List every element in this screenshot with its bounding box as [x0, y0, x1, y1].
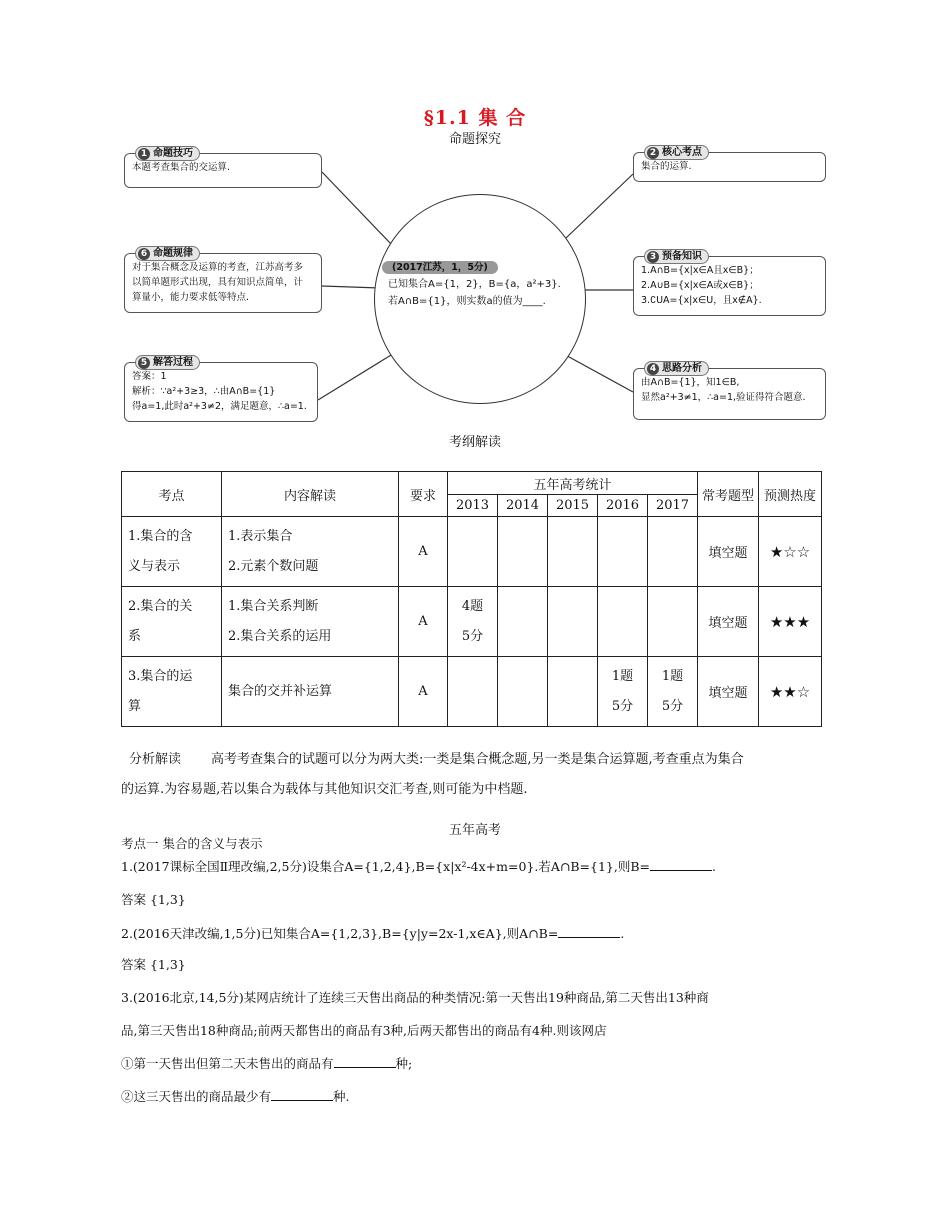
analysis-label: 分析解读	[129, 752, 182, 767]
mindmap-box-approach	[633, 363, 826, 420]
connector-line	[318, 352, 396, 400]
syllabus-table	[121, 471, 822, 727]
answer-blank	[558, 925, 620, 938]
cell-type: 填空题	[698, 587, 759, 657]
number-badge: 3	[647, 251, 659, 263]
cell-text: 2.集合的关	[128, 598, 193, 614]
box-line: 答案：1	[132, 371, 167, 382]
question-text: ①第一天售出但第二天未售出的商品有	[121, 1056, 334, 1071]
box-line: 1.A∩B={x|x∈A且x∈B}；	[641, 265, 759, 276]
cell-req: A	[399, 517, 448, 587]
question-text: 种;	[395, 1056, 413, 1071]
mindmap-box-pattern	[124, 248, 322, 313]
analysis-line	[129, 745, 829, 775]
cell-year	[598, 587, 648, 657]
analysis-paragraph	[121, 745, 829, 805]
mindmap-box-skill	[124, 148, 322, 188]
box-line: 以简单题形式出现，具有知识点简单，计	[132, 277, 304, 288]
analysis-text: 高考考查集合的试题可以分为两大类:一类是集合概念题,另一类是集合运算题,考查重点为集合	[211, 752, 744, 767]
cell-year	[448, 517, 498, 587]
cell-point	[122, 517, 222, 587]
cell-heat: ★☆☆	[759, 517, 822, 587]
cell-year	[448, 657, 498, 727]
year-cell: 2013	[448, 495, 498, 517]
cell-text: 2.集合关系的运用	[228, 628, 332, 644]
center-line: 若A∩B={1}，则实数a的值为____.	[388, 296, 546, 307]
question-text: .	[620, 926, 625, 941]
cell-year	[498, 657, 548, 727]
cell-text: 4题	[461, 598, 484, 614]
cell-req: A	[399, 657, 448, 727]
box-tag-label: 命题技巧	[153, 148, 193, 159]
cell-point	[122, 657, 222, 727]
page-subtitle: 命题探究	[448, 132, 501, 147]
analysis-line: 的运算.为容易题,若以集合为载体与其他知识交汇考查,则可能为中档题.	[121, 782, 528, 797]
question-text: ②这三天售出的商品最少有	[121, 1089, 272, 1104]
number-badge: 5	[138, 357, 150, 369]
year-cell: 2014	[498, 495, 548, 517]
year-cell: 2016	[598, 495, 648, 517]
cell-text: 2.元素个数问题	[228, 558, 319, 574]
center-source-tag: (2017江苏，1，5分)	[382, 261, 498, 274]
box-tag-label: 命题规律	[153, 248, 193, 259]
connector-line	[322, 172, 392, 245]
year-cell: 2017	[648, 495, 698, 517]
cell-text: 5分	[661, 698, 684, 714]
question-1	[121, 856, 841, 878]
box-tag	[644, 249, 709, 264]
box-tag-label: 预备知识	[662, 251, 702, 262]
number-badge: 1	[138, 148, 150, 160]
answer-blank	[650, 858, 712, 871]
cell-text: 1.集合关系判断	[228, 598, 319, 614]
topic-heading: 考点一 集合的含义与表示	[121, 836, 263, 851]
header-stats: 五年高考统计	[448, 472, 698, 495]
table-row	[122, 587, 822, 657]
cell-heat: ★★★	[759, 587, 822, 657]
connector-line	[322, 286, 380, 288]
box-line: 本题考查集合的交运算.	[132, 162, 231, 173]
number-badge: 2	[647, 147, 659, 159]
cell-year	[548, 517, 598, 587]
box-line: 显然a²+3≠1，∴a=1,验证得符合题意.	[641, 392, 806, 403]
center-question	[388, 276, 561, 310]
mindmap-box-core	[633, 147, 826, 182]
cell-content	[222, 657, 399, 727]
question-text: 3.(2016北京,14,5分)某网店统计了连续三天售出商品的种类情况:第一天售出19种商品,第二天售出13种商	[121, 990, 709, 1005]
header-type: 常考题型	[698, 472, 759, 517]
cell-point	[122, 587, 222, 657]
box-line: 由A∩B={1}，知1∈B,	[641, 377, 740, 388]
cell-text: 1.集合的含	[128, 528, 193, 544]
cell-year	[548, 587, 598, 657]
cell-text: 1.表示集合	[228, 528, 293, 544]
table-header-row	[122, 472, 822, 495]
box-tag-label: 解答过程	[153, 357, 193, 368]
box-tag	[135, 355, 200, 370]
box-line: 2.A∪B={x|x∈A或x∈B}；	[641, 280, 759, 291]
cell-text: 1题	[661, 668, 684, 684]
number-badge: 4	[647, 363, 659, 375]
box-tag-label: 核心考点	[662, 147, 702, 158]
box-line: 集合的运算.	[641, 161, 692, 172]
cell-year	[648, 587, 698, 657]
cell-year	[498, 587, 548, 657]
header-content: 内容解读	[222, 472, 399, 517]
cell-year	[598, 657, 648, 727]
question-text: 种.	[333, 1089, 350, 1104]
cell-text: 5分	[611, 698, 634, 714]
cell-heat: ★★☆	[759, 657, 822, 727]
cell-text: 1题	[611, 668, 634, 684]
question-text: 品,第三天售出18种商品;前两天都售出的商品有3种,后两天都售出的商品有4种.则该网店	[121, 1023, 607, 1038]
cell-year	[448, 587, 498, 657]
year-cell: 2015	[548, 495, 598, 517]
box-tag-label: 思路分析	[662, 363, 702, 374]
cell-type: 填空题	[698, 517, 759, 587]
box-line: 3.∁UA={x|x∈U，且x∉A}.	[641, 295, 762, 306]
box-tag	[135, 246, 200, 261]
cell-text: 系	[128, 628, 142, 644]
box-tag	[644, 361, 709, 376]
box-line: 解析：∵a²+3≥3，∴由A∩B={1}	[132, 386, 276, 397]
box-line: 对于集合概念及运算的考查，江苏高考多	[132, 262, 304, 273]
header-heat: 预测热度	[759, 472, 822, 517]
answer-1: 答案 {1,3}	[121, 892, 186, 907]
header-point: 考点	[122, 472, 222, 517]
question-2	[121, 919, 841, 949]
cell-text: 集合的交并补运算	[228, 683, 333, 699]
mindmap-box-prereq	[633, 251, 826, 316]
connector-line	[566, 174, 633, 238]
table-row	[122, 657, 822, 727]
box-tag	[644, 145, 709, 160]
cell-year	[598, 517, 648, 587]
question-text: 2.(2016天津改编,1,5分)已知集合A={1,2,3},B={y|y=2x-1,x∈A},则A∩B=	[121, 926, 559, 941]
cell-text: 3.集合的运	[128, 668, 193, 684]
box-tag	[135, 146, 200, 161]
cell-year	[648, 657, 698, 727]
answer-blank	[334, 1055, 396, 1068]
exams-heading: 五年高考	[448, 823, 501, 838]
connector-line	[560, 352, 633, 392]
cell-text: 义与表示	[128, 558, 181, 574]
box-line: 得a=1,此时a²+3≠2，满足题意，∴a=1.	[132, 401, 307, 412]
cell-req: A	[399, 587, 448, 657]
question-text: 1.(2017课标全国Ⅱ理改编,2,5分)设集合A={1,2,4},B={x|x²-4x+m=0}.若A∩B={1},则B=	[121, 859, 651, 874]
cell-content	[222, 587, 399, 657]
cell-content	[222, 517, 399, 587]
table-row	[122, 517, 822, 587]
syllabus-heading: 考纲解读	[448, 435, 501, 450]
cell-year	[648, 517, 698, 587]
mindmap-box-solution	[124, 357, 318, 422]
question-text: .	[712, 859, 717, 874]
cell-year	[498, 517, 548, 587]
page-title: §1.1 集 合	[423, 107, 527, 129]
cell-text: 算	[128, 698, 142, 714]
cell-text: 5分	[461, 628, 484, 644]
question-sub	[121, 1047, 841, 1080]
cell-year	[548, 657, 598, 727]
header-req: 要求	[399, 472, 448, 517]
center-line: 已知集合A={1，2}，B={a，a²+3}.	[388, 279, 561, 290]
answer-blank	[271, 1088, 333, 1101]
cell-type: 填空题	[698, 657, 759, 727]
question-3	[121, 981, 841, 1113]
answer-2: 答案 {1,3}	[121, 957, 186, 972]
number-badge: 6	[138, 248, 150, 260]
question-sub	[121, 1080, 841, 1113]
box-line: 算量小，能力要求低等特点.	[132, 292, 250, 303]
